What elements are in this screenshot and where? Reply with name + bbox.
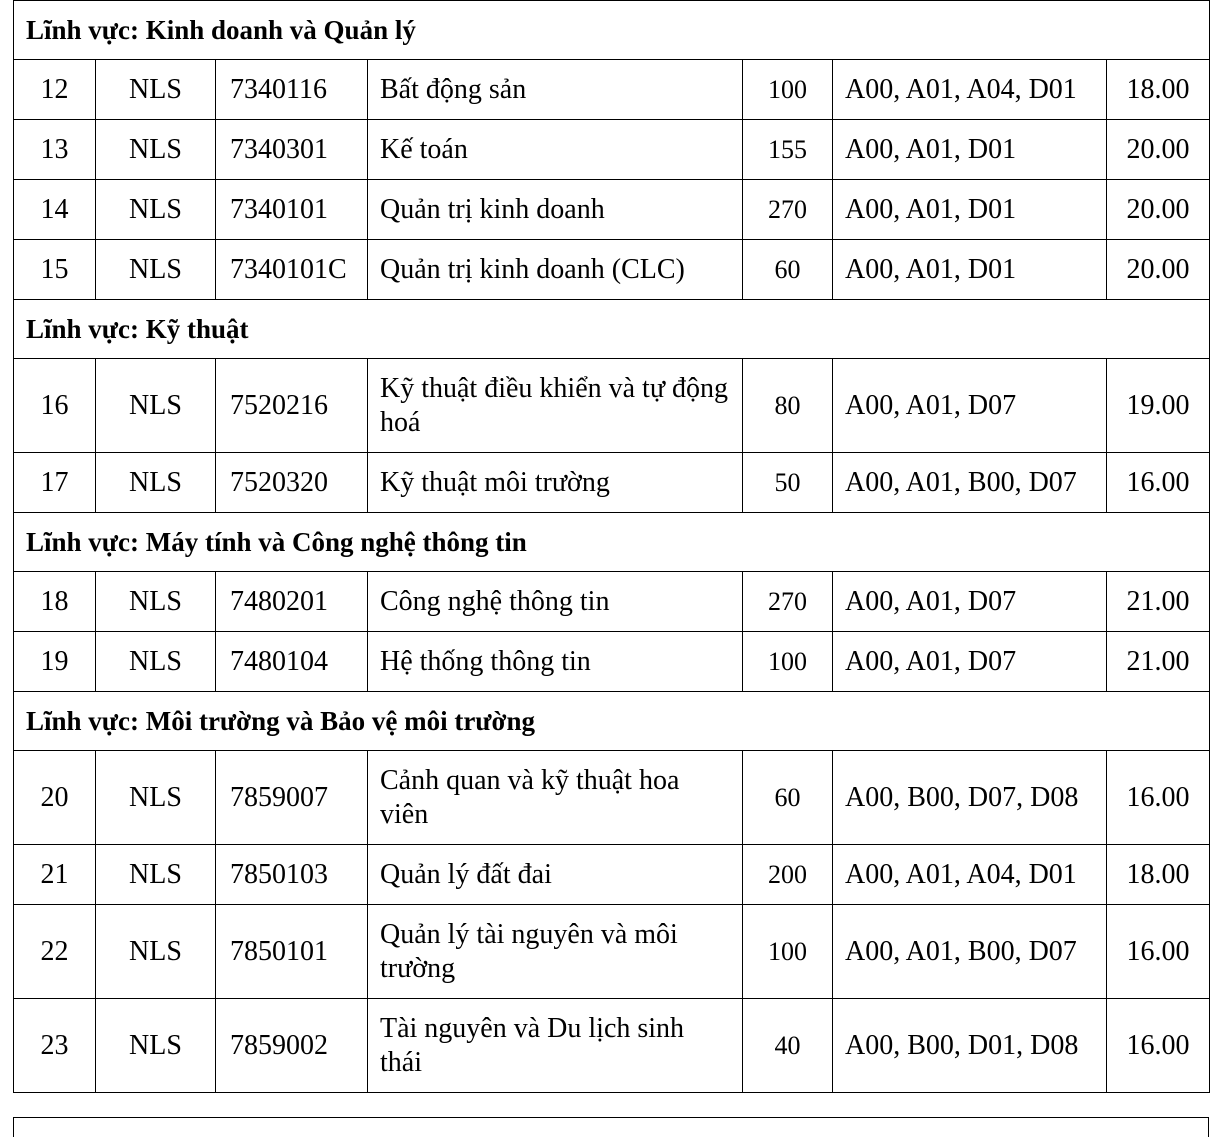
major-name: Tài nguyên và Du lịch sinh thái [368, 999, 743, 1093]
table-row [14, 60, 1210, 120]
institution-code: NLS [96, 905, 216, 999]
row-index: 21 [14, 845, 96, 905]
table-row [14, 453, 1210, 513]
subject-combinations: A00, B00, D07, D08 [833, 751, 1107, 845]
subject-combinations: A00, A01, D07 [833, 359, 1107, 453]
major-name: Quản lý đất đai [368, 845, 743, 905]
quota: 270 [743, 180, 833, 240]
quota: 200 [743, 845, 833, 905]
major-code: 7520320 [216, 453, 368, 513]
row-index: 23 [14, 999, 96, 1093]
major-name: Hệ thống thông tin [368, 632, 743, 692]
table-row [14, 180, 1210, 240]
row-index: 16 [14, 359, 96, 453]
section-header-row [14, 1, 1210, 60]
table-row [14, 240, 1210, 300]
subject-combinations: A00, A01, B00, D07 [833, 453, 1107, 513]
admission-table [13, 0, 1210, 1093]
row-index: 14 [14, 180, 96, 240]
row-index: 17 [14, 453, 96, 513]
quota: 100 [743, 632, 833, 692]
benchmark-score: 21.00 [1107, 632, 1210, 692]
benchmark-score: 19.00 [1107, 359, 1210, 453]
row-index: 22 [14, 905, 96, 999]
subject-combinations: A00, A01, B00, D07 [833, 905, 1107, 999]
subject-combinations: A00, A01, D07 [833, 632, 1107, 692]
row-index: 20 [14, 751, 96, 845]
institution-code: NLS [96, 751, 216, 845]
benchmark-score: 18.00 [1107, 845, 1210, 905]
quota: 60 [743, 751, 833, 845]
section-title: Lĩnh vực: Máy tính và Công nghệ thông tin [14, 513, 1210, 572]
major-code: 7850101 [216, 905, 368, 999]
table-row [14, 632, 1210, 692]
institution-code: NLS [96, 60, 216, 120]
row-index: 18 [14, 572, 96, 632]
quota: 50 [743, 453, 833, 513]
subject-combinations: A00, A01, A04, D01 [833, 60, 1107, 120]
subject-combinations: A00, A01, D01 [833, 120, 1107, 180]
quota: 155 [743, 120, 833, 180]
row-index: 15 [14, 240, 96, 300]
institution-code: NLS [96, 572, 216, 632]
major-code: 7859002 [216, 999, 368, 1093]
benchmark-score: 16.00 [1107, 905, 1210, 999]
subject-combinations: A00, A01, D07 [833, 572, 1107, 632]
institution-code: NLS [96, 240, 216, 300]
institution-code: NLS [96, 453, 216, 513]
benchmark-score: 16.00 [1107, 999, 1210, 1093]
section-header-row [14, 300, 1210, 359]
subject-combinations: A00, A01, D01 [833, 240, 1107, 300]
quota: 40 [743, 999, 833, 1093]
benchmark-score: 16.00 [1107, 751, 1210, 845]
benchmark-score: 18.00 [1107, 60, 1210, 120]
major-code: 7340116 [216, 60, 368, 120]
benchmark-score: 20.00 [1107, 180, 1210, 240]
subject-combinations: A00, A01, A04, D01 [833, 845, 1107, 905]
benchmark-score: 16.00 [1107, 453, 1210, 513]
benchmark-score: 20.00 [1107, 120, 1210, 180]
quota: 80 [743, 359, 833, 453]
major-code: 7340101C [216, 240, 368, 300]
major-name: Kỹ thuật môi trường [368, 453, 743, 513]
section-header-row [14, 513, 1210, 572]
major-code: 7859007 [216, 751, 368, 845]
institution-code: NLS [96, 632, 216, 692]
major-name: Kỹ thuật điều khiển và tự động hoá [368, 359, 743, 453]
major-name: Quản trị kinh doanh (CLC) [368, 240, 743, 300]
major-code: 7340101 [216, 180, 368, 240]
section-title: Lĩnh vực: Kinh doanh và Quản lý [14, 1, 1210, 60]
major-name: Bất động sản [368, 60, 743, 120]
quota: 60 [743, 240, 833, 300]
row-index: 13 [14, 120, 96, 180]
table-row [14, 999, 1210, 1093]
table-row [14, 572, 1210, 632]
major-code: 7520216 [216, 359, 368, 453]
section-title: Lĩnh vực: Kỹ thuật [14, 300, 1210, 359]
institution-code: NLS [96, 120, 216, 180]
table-row [14, 845, 1210, 905]
major-code: 7480104 [216, 632, 368, 692]
major-name: Kế toán [368, 120, 743, 180]
major-name: Công nghệ thông tin [368, 572, 743, 632]
benchmark-score: 21.00 [1107, 572, 1210, 632]
row-index: 12 [14, 60, 96, 120]
section-header-row [14, 692, 1210, 751]
subject-combinations: A00, B00, D01, D08 [833, 999, 1107, 1093]
major-name: Quản trị kinh doanh [368, 180, 743, 240]
major-code: 7480201 [216, 572, 368, 632]
institution-code: NLS [96, 359, 216, 453]
major-name: Cảnh quan và kỹ thuật hoa viên [368, 751, 743, 845]
major-name: Quản lý tài nguyên và môi trường [368, 905, 743, 999]
table-row [14, 905, 1210, 999]
row-index: 19 [14, 632, 96, 692]
table-row [14, 120, 1210, 180]
next-row-edge [13, 1117, 1209, 1137]
major-code: 7340301 [216, 120, 368, 180]
institution-code: NLS [96, 845, 216, 905]
institution-code: NLS [96, 180, 216, 240]
table-row [14, 751, 1210, 845]
quota: 100 [743, 60, 833, 120]
quota: 270 [743, 572, 833, 632]
major-code: 7850103 [216, 845, 368, 905]
section-title: Lĩnh vực: Môi trường và Bảo vệ môi trường [14, 692, 1210, 751]
table-row [14, 359, 1210, 453]
quota: 100 [743, 905, 833, 999]
institution-code: NLS [96, 999, 216, 1093]
subject-combinations: A00, A01, D01 [833, 180, 1107, 240]
benchmark-score: 20.00 [1107, 240, 1210, 300]
